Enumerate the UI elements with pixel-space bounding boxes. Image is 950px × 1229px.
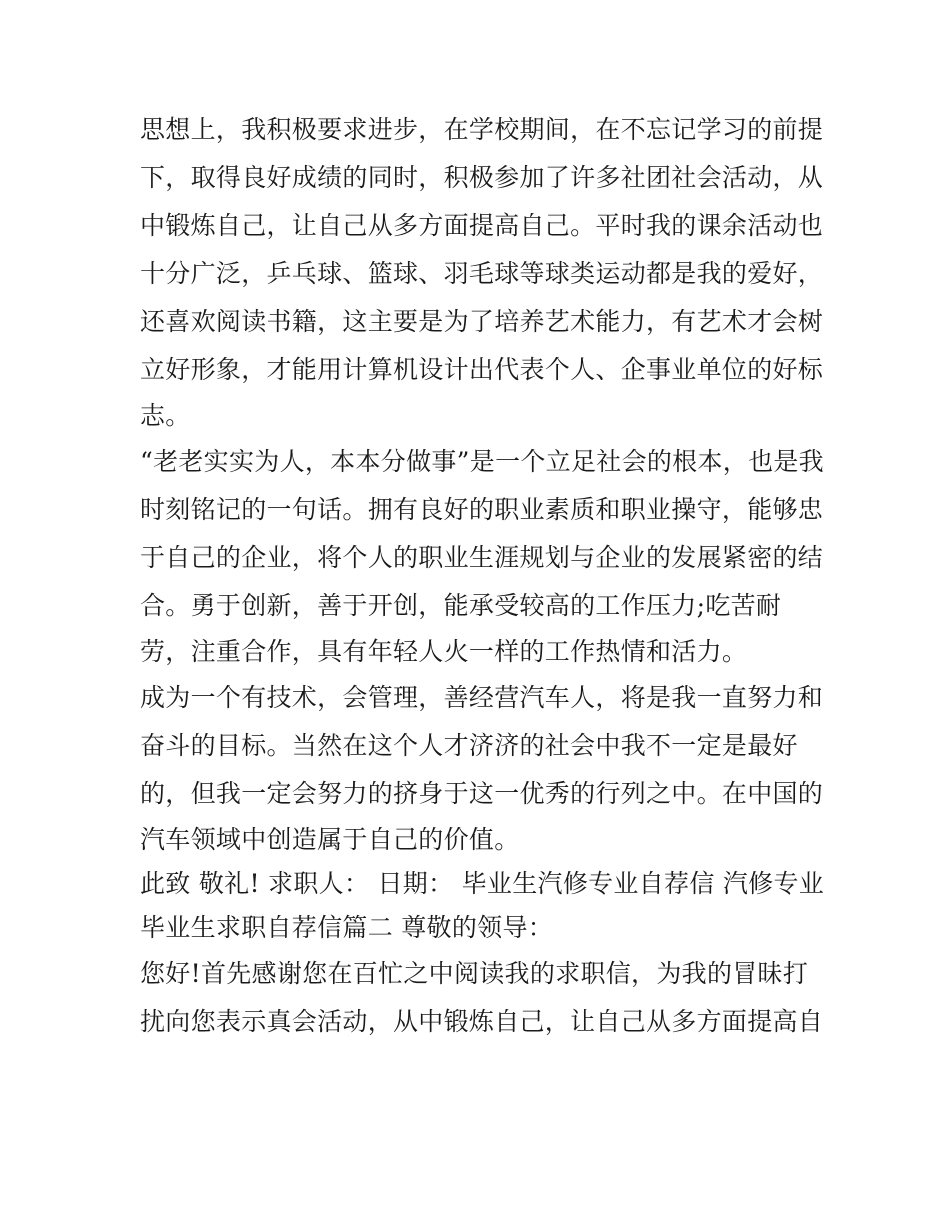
text-line: 毕业生求职自荐信篇二 尊敬的领导： <box>140 913 554 942</box>
text-line: 此致 敬礼! 求职人： 日期： 毕业生汽修专业自荐信 汽修专业 <box>140 869 825 898</box>
text-line: 合。勇于创新，善于开创，能承受较高的工作压力;吃苦耐 <box>140 591 782 620</box>
text-line: 还喜欢阅读书籍，这主要是为了培养艺术能力，有艺术才会树 <box>140 307 824 336</box>
text-line: 思想上，我积极要求进步，在学校期间，在不忘记学习的前提 <box>140 115 824 144</box>
text-line: 的，但我一定会努力的挤身于这一优秀的行列之中。在中国的 <box>140 779 824 808</box>
text-line: 您好!首先感谢您在百忙之中阅读我的求职信，为我的冒昧打 <box>140 959 809 988</box>
text-line: 中锻炼自己，让自己从多方面提高自己。平时我的课余活动也 <box>140 211 824 240</box>
text-line: 时刻铭记的一句话。拥有良好的职业素质和职业操守，能够忠 <box>140 495 824 524</box>
text-line: 成为一个有技术，会管理，善经营汽车人，将是我一直努力和 <box>140 683 824 712</box>
document-body <box>140 106 825 1046</box>
text-line: “老老实实为人，本本分做事”是一个立足社会的根本，也是我 <box>140 447 824 476</box>
text-line: 于自己的企业，将个人的职业生涯规划与企业的发展紧密的结 <box>140 543 824 572</box>
text-line: 劳，注重合作，具有年轻人火一样的工作热情和活力。 <box>140 637 748 666</box>
text-line: 下，取得良好成绩的同时，积极参加了许多社团社会活动，从 <box>140 163 824 192</box>
text-line: 志。 <box>140 401 191 430</box>
text-line: 扰向您表示真会活动，从中锻炼自己，让自己从多方面提高自 <box>140 1007 824 1036</box>
text-line: 奋斗的目标。当然在这个人才济济的社会中我不一定是最好 <box>140 731 798 760</box>
text-line: 立好形象，才能用计算机设计出代表个人、企事业单位的好标 <box>140 355 824 384</box>
text-line: 汽车领域中创造属于自己的价值。 <box>140 825 520 854</box>
text-line: 十分广泛，乒乓球、篮球、羽毛球等球类运动都是我的爱好， <box>140 259 824 288</box>
